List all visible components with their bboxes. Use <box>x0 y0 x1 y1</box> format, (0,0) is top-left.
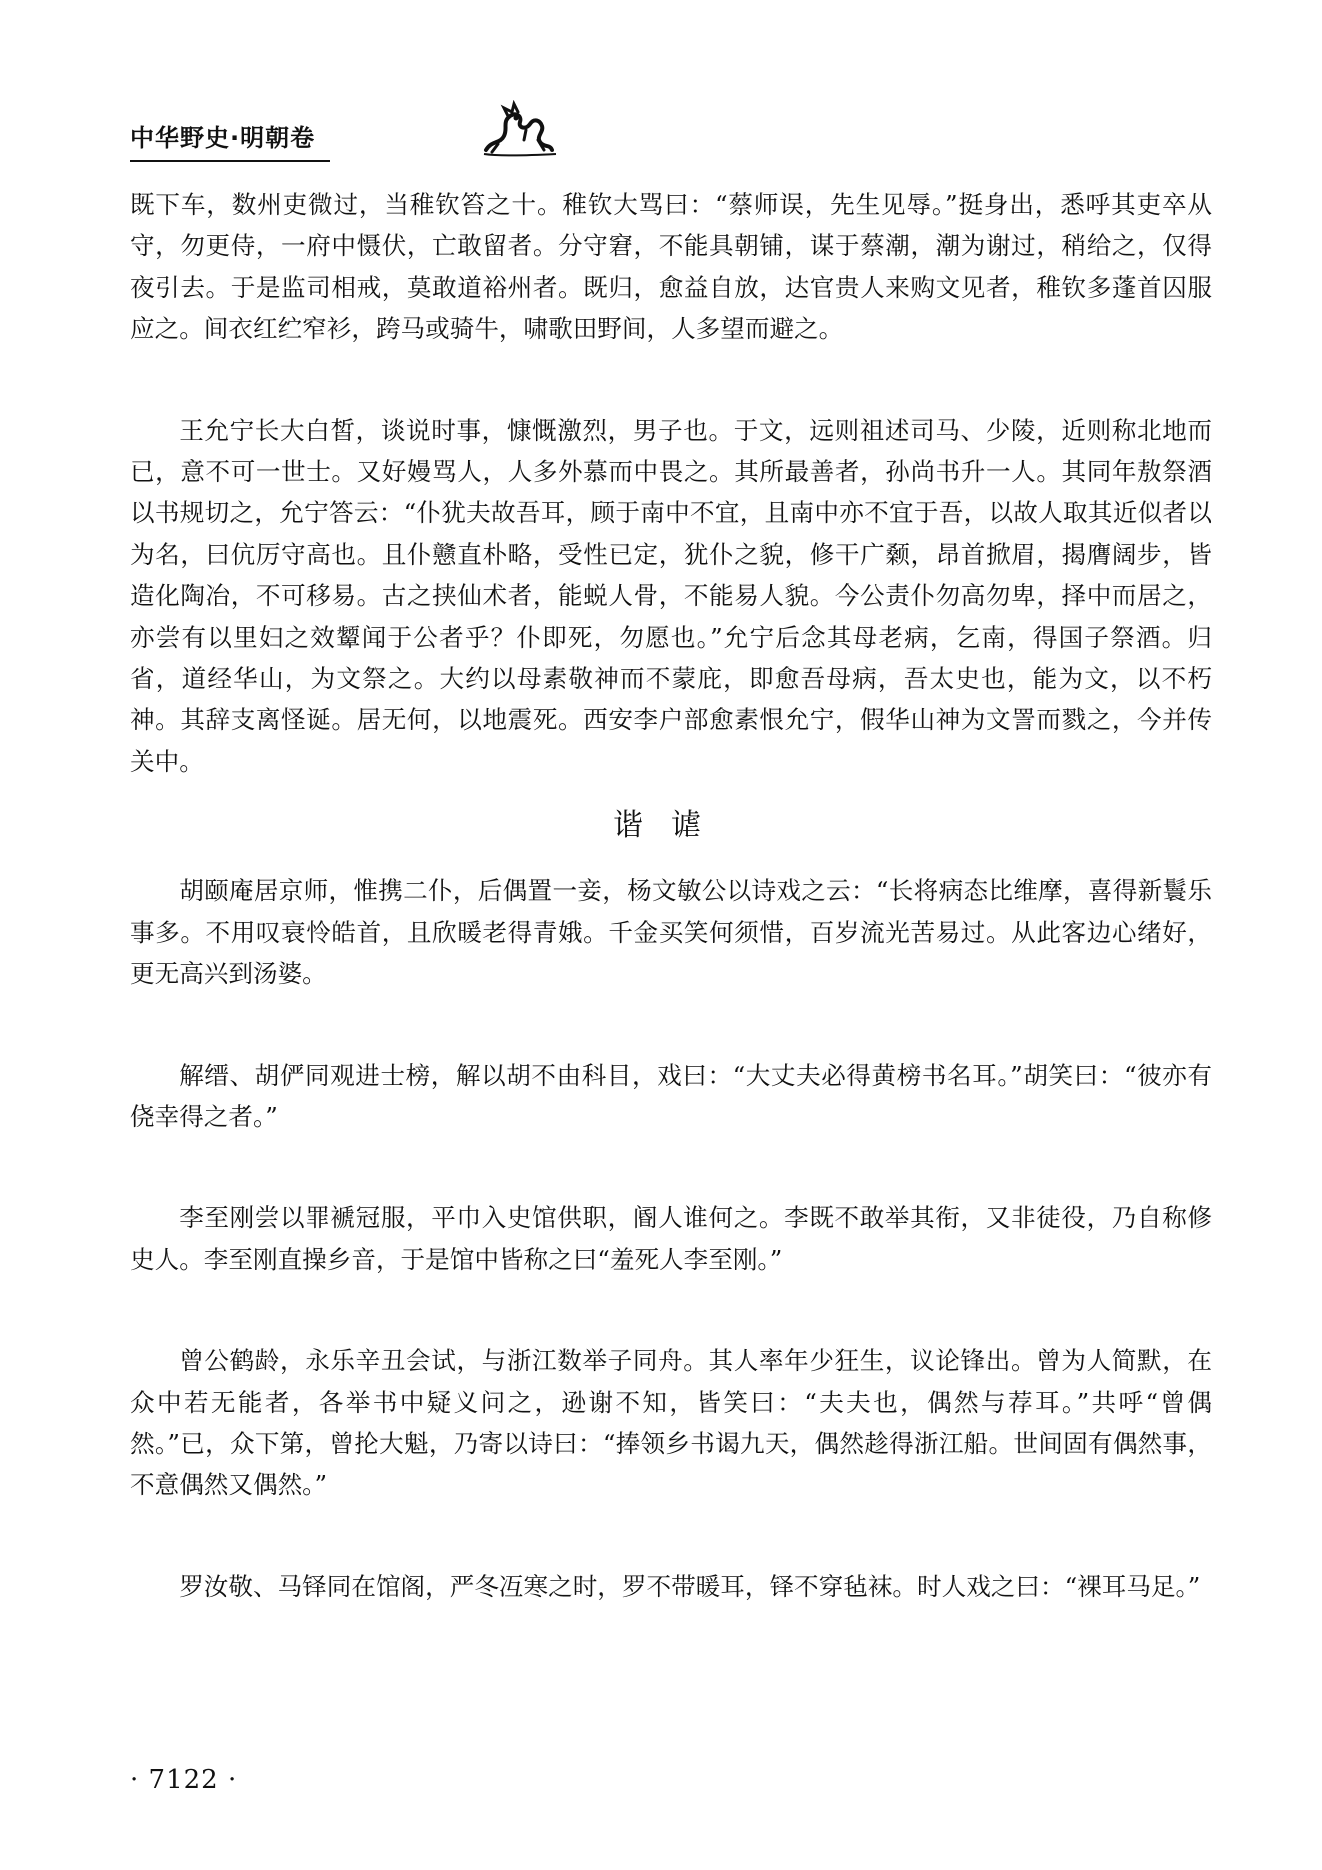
page-number: · 7122 · <box>130 1765 238 1795</box>
paragraph: 解缙、胡俨同观进士榜，解以胡不由科目，戏曰：“大丈夫必得黄榜书名耳。”胡笑曰：“彼亦有侥幸得之者。” <box>130 1060 1212 1131</box>
paragraph: 李至刚尝以罪褫冠服，平巾入史馆供职，阍人谁何之。李既不敢举其衔，又非徒役，乃自称修史人。李至刚直操乡音，于是馆中皆称之曰“羞死人李至刚。” <box>130 1203 1212 1274</box>
dragon-icon <box>478 100 558 160</box>
page-body <box>130 184 1212 1607</box>
book-title: 中华野史·明朝卷 <box>130 124 316 152</box>
paragraph: 曾公鹤龄，永乐辛丑会试，与浙江数举子同舟。其人率年少狂生，议论锋出。曾为人简默，在众中若无能者，各举书中疑义问之，逊谢不知，皆笑曰：“夫夫也，偶然与荐耳。”共呼“曾偶然。”已，众下第，曾抡大魁，乃寄以诗曰：“捧领乡书谒九天，偶然趁得浙江船。世间固有偶然事，不意偶然又偶然。” <box>130 1346 1212 1500</box>
section-heading: 谐谑 <box>613 808 729 844</box>
header-rule <box>130 160 330 162</box>
paragraph: 罗汝敬、马铎同在馆阁，严冬冱寒之时，罗不带暖耳，铎不穿毡袜。时人戏之曰：“裸耳马足。” <box>179 1571 1201 1601</box>
paragraph: 既下车，数州吏微过，当稚钦笞之十。稚钦大骂曰：“蔡师误，先生见辱。”挺身出，悉呼其吏卒从守，勿更侍，一府中慑伏，亡敢留者。分守窘，不能具朝铺，谋于蔡潮，潮为谢过，稍给之，仅得夜引去。于是监司相戒，莫敢道裕州者。既归，愈益自放，达官贵人来购文见者，稚钦多蓬首囚服应之。间衣红纻窄衫，跨马或骑牛，啸歌田野间，人多望而避之。 <box>130 190 1212 344</box>
paragraph: 胡颐庵居京师，惟携二仆，后偶置一妾，杨文敏公以诗戏之云：“长将病态比维摩，喜得新鬟乐事多。不用叹衰怜皓首，且欣暖老得青娥。千金买笑何须惜，百岁流光苦易过。从此客边心绪好，更无高兴到汤婆。 <box>130 876 1212 989</box>
paragraph: 王允宁长大白皙，谈说时事，慷慨激烈，男子也。于文，远则祖述司马、少陵，近则称北地而已，意不可一世士。又好嫚骂人，人多外慕而中畏之。其所最善者，孙尚书升一人。其同年敖祭酒以书规切之，允宁答云：“仆犹夫故吾耳，顾于南中不宜，且南中亦不宜于吾，以故人取其近似者以为名，曰伉厉守高也。且仆戆直朴略，受性已定，犹仆之貌，修干广颡，昂首掀眉，揭膺阔步，皆造化陶冶，不可移易。古之挟仙术者，能蜕人骨，不能易人貌。今公责仆勿高勿卑，择中而居之，亦尝有以里妇之效颦闻于公者乎？仆即死，勿愿也。”允宁后念其母老病，乞南，得国子祭酒。归省，道经华山，为文祭之。大约以母素敬神而不蒙庇，即愈吾母病，吾太史也，能为文，以不朽神。其辞支离怪诞。居无何，以地震死。西安李户部愈素恨允宁，假华山神为文詈而戮之，今并传关中。 <box>130 415 1212 776</box>
